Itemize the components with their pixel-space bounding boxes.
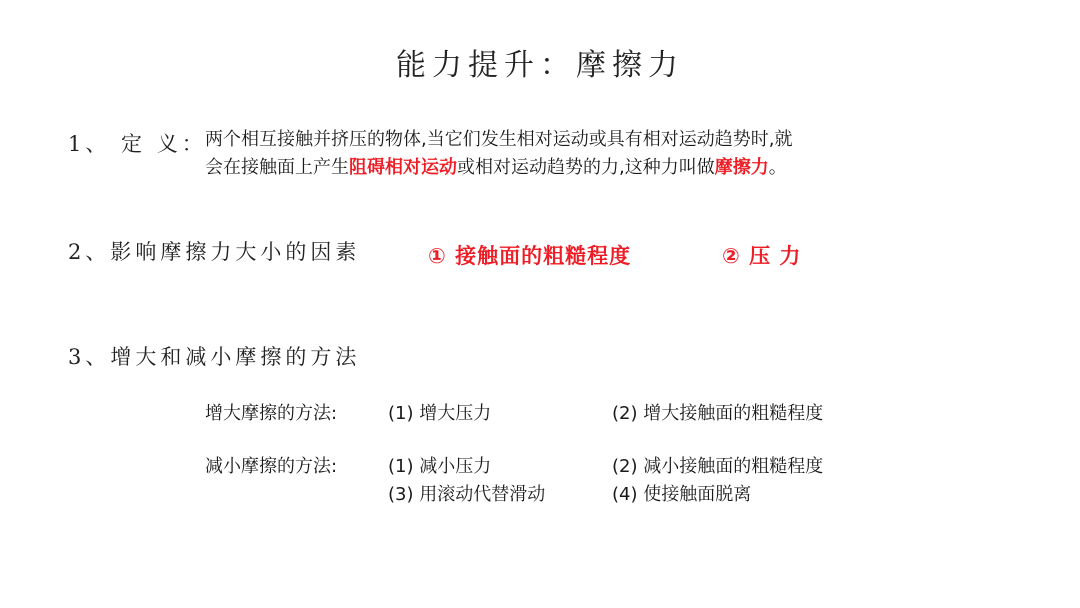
factor-pressure: ② 压 力 — [722, 244, 802, 268]
definition-line-2 — [205, 154, 945, 182]
definition-line-2-before: 会在接触面上产生 — [205, 157, 349, 178]
slide-title: 能力提升：摩擦力 — [396, 48, 684, 83]
methods-label: 3、增大和减小摩擦的方法 — [68, 345, 361, 369]
highlight-resist-relative-motion: 阻碍相对运动 — [349, 157, 457, 178]
highlight-friction: 摩擦力 — [714, 157, 769, 178]
increase-methods-label: 增大摩擦的方法: — [205, 403, 338, 424]
factor-roughness: ① 接触面的粗糙程度 — [428, 244, 632, 268]
decrease-method-1: (1) 减小压力 — [388, 456, 492, 477]
definition-line-2-middle: 或相对运动趋势的力,这种力叫做 — [457, 157, 715, 178]
definition-line-2-end: 。 — [768, 157, 787, 178]
definition-text — [205, 126, 945, 182]
decrease-method-3: (3) 用滚动代替滑动 — [388, 484, 546, 505]
increase-method-2: (2) 增大接触面的粗糙程度 — [612, 403, 824, 424]
definition-label: 1、 定 义： — [68, 132, 207, 156]
decrease-methods-label: 减小摩擦的方法: — [205, 456, 338, 477]
factors-label: 2、影响摩擦力大小的因素 — [68, 240, 361, 264]
decrease-method-2: (2) 减小接触面的粗糙程度 — [612, 456, 824, 477]
definition-line-1: 两个相互接触并挤压的物体,当它们发生相对运动或具有相对运动趋势时,就 — [205, 129, 793, 150]
decrease-method-4: (4) 使接触面脱离 — [612, 484, 752, 505]
increase-method-1: (1) 增大压力 — [388, 403, 492, 424]
